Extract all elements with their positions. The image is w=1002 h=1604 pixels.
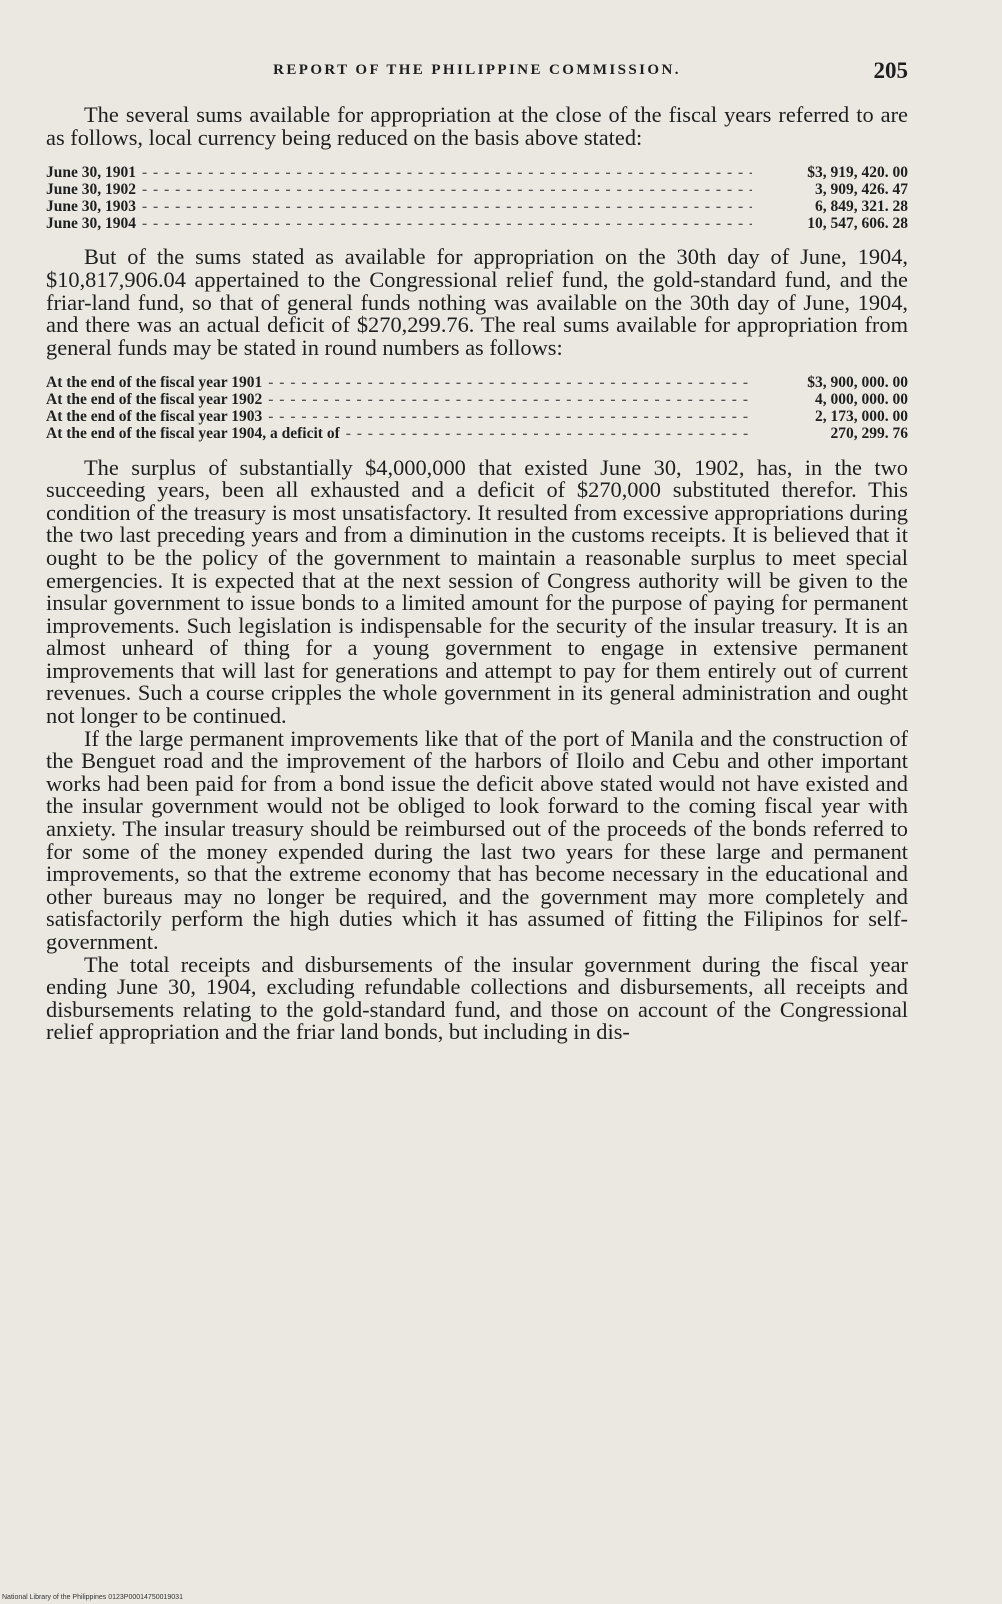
table-row [46,375,908,392]
table-row [46,216,908,233]
paragraph-sums-intro: The several sums available for appropriation at the close of the fiscal years referred to are as follows, local currency being reduced on the basis above stated: [46,102,908,150]
available-sums-table [46,165,908,232]
paragraph-improvements: If the large permanent improvements like that of the port of Manila and the construction of the Benguet road and the improvement of the harbors of Iloilo and Cebu and other important works had been paid for from a bond issue the deficit above stated would not have existed and the insular government would not be obliged to look forward to the coming fiscal year with anxiety. The insular treasury should be reimbursed out of the proceeds of the bonds referred to for some of the money expended during the last two years for these large and permanent improvements, so that the extreme economy that has become necessary in the educational and other bureaus may no longer be required, and the government may more completely and satisfactorily perform the high duties which it has assumed of fitting the Filipinos for self-government. [46,725,908,954]
leader-dots [142,165,752,182]
row-amount: 10, 547, 606. 28 [807,214,908,232]
page-number: 205 [873,58,908,83]
row-label: At the end of the fiscal year 1902 [46,391,263,409]
leader-dots [142,182,752,199]
table-row [46,392,908,409]
row-amount: 3, 909, 426. 47 [815,180,908,198]
leader-dots [142,216,752,233]
row-label: June 30, 1901 [46,164,136,182]
row-amount: 2, 173, 000. 00 [815,407,908,425]
paragraph-receipts: The total receipts and disbursements of the insular government during the fiscal year ending June 30, 1904, excluding refundable collections and disbursements, all receipts and disbursements relating to the gold-standard fund, and those on account of the Congressional relief appropriation and the friar land bonds, but including in dis- [46,951,908,1045]
leader-dots [268,409,752,426]
row-amount: $3, 900, 000. 00 [807,374,908,392]
paragraph-surplus: The surplus of substantially $4,000,000 that existed June 30, 1902, has, in the two succeeding years, been all exhausted and a deficit of $270,000 substituted therefor. This condition of the treasury is most unsatisfactory. It resulted from excessive appropriations during the two last preceding years and from a diminution in the customs receipts. It is believed that it ought to be the policy of the government to maintain a reasonable surplus to meet special emergencies. It is expected that at the next session of Congress authority will be given to the insular government to issue bonds to a limited amount for the purpose of paying for permanent improvements. Such legislation is indispensable for the security of the insular treasury. It is an almost unheard of thing for a young government to engage in extensive permanent improvements that will last for generations and attempt to pay for them entirely out of current revenues. Such a course cripples the whole government in its general administration and ought not longer to be continued. [46,454,908,729]
table-row [46,199,908,216]
row-amount: 6, 849, 321. 28 [815,197,908,215]
table-row [46,165,908,182]
table-row [46,409,908,426]
row-label: At the end of the fiscal year 1904, a deficit of [46,424,340,442]
row-label: June 30, 1904 [46,214,136,232]
leader-dots [268,392,752,409]
table-row [46,426,908,443]
row-amount: $3, 919, 420. 00 [807,164,908,182]
table-row [46,182,908,199]
row-label: June 30, 1903 [46,197,136,215]
row-label: At the end of the fiscal year 1903 [46,407,263,425]
general-funds-table [46,375,908,442]
row-label: June 30, 1902 [46,180,136,198]
row-label: At the end of the fiscal year 1901 [46,374,263,392]
row-amount: 270, 299. 76 [830,424,908,442]
leader-dots [346,426,752,443]
leader-dots [268,375,752,392]
leader-dots [142,199,752,216]
paragraph-deficit: But of the sums stated as available for appropriation on the 30th day of June, 1904, $10,817,906.04 appertained to the Congressional relief fund, the gold-standard fund, and the friar-land fund, so that of general funds nothing was available on the 30th day of June, 1904, and there was an actual deficit of $270,299.76. The real sums available for appropriation from general funds may be stated in round numbers as follows: [46,244,908,360]
row-amount: 4, 000, 000. 00 [815,391,908,409]
document-page [46,58,908,1044]
running-title: REPORT OF THE PHILIPPINE COMMISSION. [273,62,681,78]
scan-credit: National Library of the Philippines 0123P00014750019031 [2,1594,183,1601]
page-header [46,58,908,92]
